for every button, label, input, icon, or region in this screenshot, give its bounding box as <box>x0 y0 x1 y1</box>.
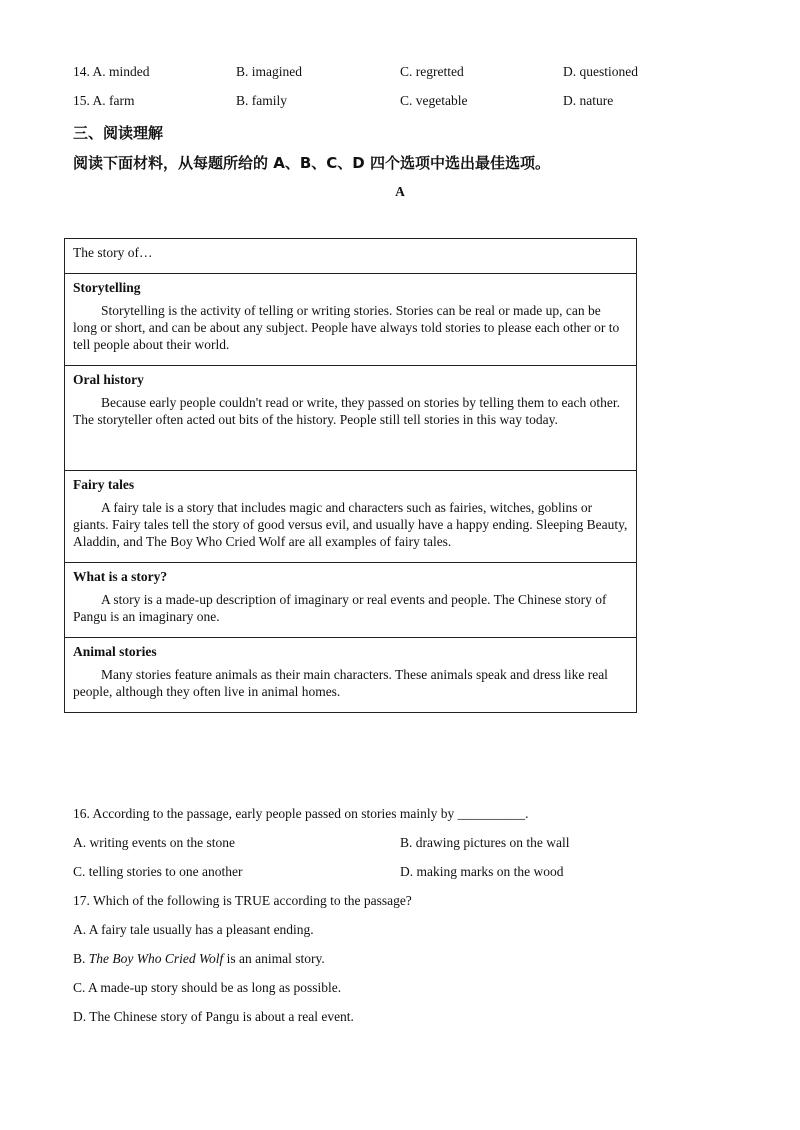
table-header: The story of… <box>65 239 637 274</box>
row-title: Oral history <box>73 372 144 387</box>
q14-option-a: 14. A. minded <box>73 64 150 79</box>
q16-option-a: A. writing events on the stone <box>73 835 235 850</box>
row-title: What is a story? <box>73 569 168 584</box>
q17-option-b <box>73 951 325 967</box>
row-text: Because early people couldn't read or write, they passed on stories by telling them to each other. The storyteller often acted out bits of the history. People still tell stories in this way today. <box>73 395 621 427</box>
q17-option-b-suffix: is an animal story. <box>223 951 325 966</box>
q16-option-c: C. telling stories to one another <box>73 864 243 879</box>
section-title: 三、阅读理解 <box>73 124 164 142</box>
q16-stem: 16. According to the passage, early people passed on stories mainly by __________. <box>73 806 529 821</box>
table-row <box>65 563 637 638</box>
q15-option-b: B. family <box>236 93 287 108</box>
q17-option-b-prefix: B. <box>73 951 89 966</box>
q16-option-d: D. making marks on the wood <box>400 864 564 879</box>
passage-label: A <box>395 184 405 199</box>
table-row <box>65 471 637 563</box>
q17-stem: 17. Which of the following is TRUE according to the passage? <box>73 893 412 908</box>
row-text: Storytelling is the activity of telling or writing stories. Stories can be real or made up, can be long or short, and can be about any subject. People have always told stories to please each other or to tell people about their world. <box>73 303 620 352</box>
question-15-options <box>73 93 733 111</box>
q15-option-c: C. vegetable <box>400 93 468 108</box>
row-text: Many stories feature animals as their main characters. These animals speak and dress like real people, although they often live in animal homes. <box>73 667 608 699</box>
story-table <box>64 238 637 713</box>
row-title: Storytelling <box>73 280 141 295</box>
question-14-options <box>73 64 733 82</box>
table-row <box>65 366 637 471</box>
table-row <box>65 274 637 366</box>
q17-option-c: C. A made-up story should be as long as possible. <box>73 980 342 995</box>
table-row <box>65 638 637 713</box>
q15-option-d: D. nature <box>563 93 614 108</box>
table-header-row <box>65 239 637 274</box>
q17-option-a: A. A fairy tale usually has a pleasant ending. <box>73 922 314 937</box>
row-title: Animal stories <box>73 644 157 659</box>
q15-option-a: 15. A. farm <box>73 93 135 108</box>
q16-option-b: B. drawing pictures on the wall <box>400 835 570 850</box>
row-title: Fairy tales <box>73 477 135 492</box>
instruction: 阅读下面材料，从每题所给的 A、B、C、D 四个选项中选出最佳选项。 <box>73 154 550 172</box>
row-text: A story is a made-up description of imaginary or real events and people. The Chinese story of Pangu is an imaginary one. <box>73 592 607 624</box>
q14-option-c: C. regretted <box>400 64 464 79</box>
q17-option-b-title: The Boy Who Cried Wolf <box>88 951 224 966</box>
row-text: A fairy tale is a story that includes magic and characters such as fairies, witches, goblins or giants. Fairy tales tell the story of good versus evil, and usually have a happy ending. Sleeping Beauty, Aladdin, and The Boy Who Cried Wolf are all examples of fairy tales. <box>73 500 628 549</box>
q17-option-d: D. The Chinese story of Pangu is about a real event. <box>73 1009 354 1024</box>
q14-option-b: B. imagined <box>236 64 302 79</box>
q14-option-d: D. questioned <box>563 64 638 79</box>
